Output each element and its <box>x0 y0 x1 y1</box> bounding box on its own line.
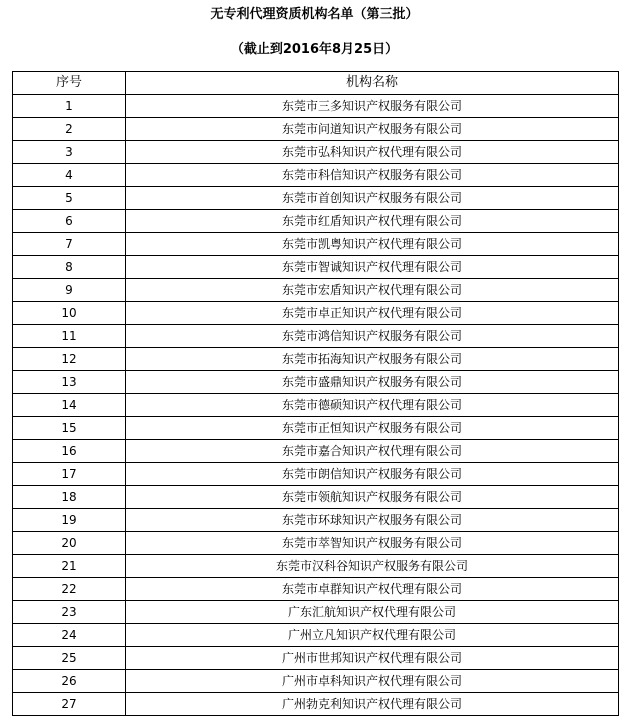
row-number: 25 <box>13 647 126 670</box>
row-number: 2 <box>13 118 126 141</box>
agency-name: 东莞市红盾知识产权代理有限公司 <box>126 210 619 233</box>
agency-name: 东莞市智诚知识产权代理有限公司 <box>126 256 619 279</box>
agency-name: 广州市世邦知识产权代理有限公司 <box>126 647 619 670</box>
table-row <box>13 509 619 532</box>
table-row <box>13 279 619 302</box>
column-header-name: 机构名称 <box>126 72 619 95</box>
row-number: 10 <box>13 302 126 325</box>
table-row <box>13 164 619 187</box>
row-number: 11 <box>13 325 126 348</box>
table-row <box>13 440 619 463</box>
table-row <box>13 210 619 233</box>
row-number: 5 <box>13 187 126 210</box>
agency-name: 广州勃克利知识产权代理有限公司 <box>126 693 619 716</box>
row-number: 4 <box>13 164 126 187</box>
agency-name: 东莞市科信知识产权服务有限公司 <box>126 164 619 187</box>
row-number: 14 <box>13 394 126 417</box>
table-row <box>13 486 619 509</box>
table-row <box>13 302 619 325</box>
row-number: 12 <box>13 348 126 371</box>
row-number: 23 <box>13 601 126 624</box>
agency-name: 东莞市嘉合知识产权代理有限公司 <box>126 440 619 463</box>
row-number: 26 <box>13 670 126 693</box>
document-title: 无专利代理资质机构名单（第三批） <box>210 7 419 22</box>
agency-name: 东莞市盛鼎知识产权服务有限公司 <box>126 371 619 394</box>
table-header-row <box>13 72 619 95</box>
agency-name: 广州市卓科知识产权代理有限公司 <box>126 670 619 693</box>
agency-name: 东莞市卓正知识产权代理有限公司 <box>126 302 619 325</box>
agency-name: 东莞市凯粤知识产权代理有限公司 <box>126 233 619 256</box>
column-header-number: 序号 <box>13 72 126 95</box>
table-row <box>13 233 619 256</box>
agency-name: 东莞市弘科知识产权代理有限公司 <box>126 141 619 164</box>
agency-name: 东莞市德硕知识产权代理有限公司 <box>126 394 619 417</box>
row-number: 24 <box>13 624 126 647</box>
table-row <box>13 624 619 647</box>
table-row <box>13 463 619 486</box>
table-row <box>13 95 619 118</box>
row-number: 9 <box>13 279 126 302</box>
table-row <box>13 371 619 394</box>
table-body <box>13 95 619 716</box>
agency-name: 广东汇航知识产权代理有限公司 <box>126 601 619 624</box>
row-number: 15 <box>13 417 126 440</box>
agency-name: 东莞市首创知识产权服务有限公司 <box>126 187 619 210</box>
agency-name: 广州立凡知识产权代理有限公司 <box>126 624 619 647</box>
agency-name: 东莞市拓海知识产权服务有限公司 <box>126 348 619 371</box>
row-number: 7 <box>13 233 126 256</box>
table-row <box>13 417 619 440</box>
row-number: 22 <box>13 578 126 601</box>
document-subtitle: （截止到2016年8月25日） <box>230 42 399 57</box>
row-number: 16 <box>13 440 126 463</box>
table-row <box>13 187 619 210</box>
row-number: 21 <box>13 555 126 578</box>
table-row <box>13 647 619 670</box>
table-row <box>13 348 619 371</box>
table-row <box>13 555 619 578</box>
table-row <box>13 394 619 417</box>
agency-name: 东莞市汉科谷知识产权服务有限公司 <box>126 555 619 578</box>
agency-name: 东莞市三多知识产权服务有限公司 <box>126 95 619 118</box>
row-number: 6 <box>13 210 126 233</box>
table-row <box>13 256 619 279</box>
row-number: 19 <box>13 509 126 532</box>
agency-name: 东莞市正恒知识产权服务有限公司 <box>126 417 619 440</box>
table-row <box>13 532 619 555</box>
table-row <box>13 578 619 601</box>
row-number: 8 <box>13 256 126 279</box>
agency-name: 东莞市问道知识产权服务有限公司 <box>126 118 619 141</box>
agency-name: 东莞市萃智知识产权服务有限公司 <box>126 532 619 555</box>
row-number: 3 <box>13 141 126 164</box>
row-number: 13 <box>13 371 126 394</box>
row-number: 18 <box>13 486 126 509</box>
table-row <box>13 601 619 624</box>
row-number: 27 <box>13 693 126 716</box>
agency-name: 东莞市领航知识产权服务有限公司 <box>126 486 619 509</box>
table-row <box>13 118 619 141</box>
agency-name: 东莞市朗信知识产权服务有限公司 <box>126 463 619 486</box>
row-number: 20 <box>13 532 126 555</box>
agency-table <box>12 71 619 716</box>
table-row <box>13 670 619 693</box>
table-row <box>13 325 619 348</box>
agency-name: 东莞市鸿信知识产权服务有限公司 <box>126 325 619 348</box>
agency-name: 东莞市宏盾知识产权代理有限公司 <box>126 279 619 302</box>
agency-name: 东莞市卓群知识产权代理有限公司 <box>126 578 619 601</box>
row-number: 17 <box>13 463 126 486</box>
row-number: 1 <box>13 95 126 118</box>
table-row <box>13 141 619 164</box>
agency-name: 东莞市环球知识产权服务有限公司 <box>126 509 619 532</box>
table-row <box>13 693 619 716</box>
